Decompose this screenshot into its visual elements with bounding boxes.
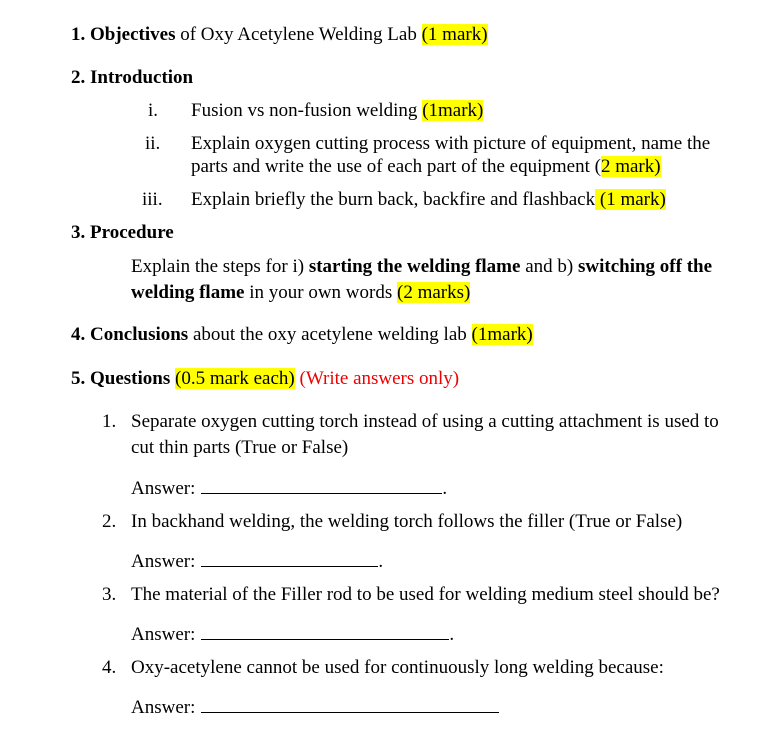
procedure-bold-flame: welding flame (131, 282, 245, 303)
question-4-line1: Oxy-acetylene cannot be used for continuously long welding because: (131, 657, 664, 678)
answer-2-blank[interactable] (201, 548, 378, 567)
answer-1: Answer: . (131, 475, 447, 500)
procedure-line2: welding flame in your own words (2 marks) (131, 282, 471, 303)
answer-1-label: Answer: (131, 478, 196, 499)
conclusions-label: 4. Conclusions (71, 324, 189, 345)
intro-item-ii-line2 (191, 156, 661, 178)
answer-3-label: Answer: (131, 624, 196, 645)
questions-instruction: (Write answers only) (299, 368, 460, 389)
procedure-bold-switch: switching off the (577, 256, 713, 277)
question-3-line1: The material of the Filler rod to be used for welding medium steel should be? (131, 584, 720, 605)
question-2-number: 2. (102, 511, 117, 532)
intro-item-iii-mark: (1 mark) (595, 189, 666, 210)
intro-item-ii-text: parts and write the use of each part of the equipment ( (191, 156, 601, 177)
answer-4 (131, 694, 499, 719)
intro-item-iii-numeral: iii. (142, 189, 163, 210)
objectives-label: Objectives (90, 24, 176, 45)
intro-item-i-numeral: i. (148, 100, 159, 121)
objectives-heading (71, 24, 488, 46)
answer-4-blank[interactable] (201, 694, 499, 713)
conclusions-heading (71, 324, 533, 346)
question-1-line2: cut thin parts (True or False) (131, 437, 349, 458)
answer-2: Answer: . (131, 548, 383, 573)
question-4-number: 4. (102, 657, 117, 678)
objectives-number: 1. (71, 24, 86, 45)
question-2-line1: In backhand welding, the welding torch follows the filler (True or False) (131, 511, 683, 532)
question-3-number: 3. (102, 584, 117, 605)
intro-item-iii (191, 189, 666, 211)
introduction-heading: 2. Introduction (71, 67, 194, 88)
intro-item-i (191, 100, 483, 122)
procedure-heading: 3. Procedure (71, 222, 174, 243)
answer-1-blank[interactable] (201, 475, 442, 494)
intro-item-ii-mark: 2 mark) (600, 156, 661, 177)
answer-3: Answer: . (131, 621, 454, 646)
intro-item-i-text: Fusion vs non-fusion welding (191, 100, 423, 121)
procedure-bold-start: starting the welding flame (308, 256, 521, 277)
procedure-mark: (2 marks) (397, 282, 471, 303)
conclusions-text: about the oxy acetylene welding lab (188, 324, 472, 345)
intro-item-i-mark: (1mark) (422, 100, 484, 121)
questions-label: 5. Questions (71, 368, 171, 389)
objectives-text: of Oxy Acetylene Welding Lab (175, 24, 422, 45)
answer-3-blank[interactable] (201, 621, 449, 640)
questions-heading (71, 368, 459, 390)
conclusions-mark: (1mark) (471, 324, 533, 345)
intro-item-iii-text: Explain briefly the burn back, backfire and flashback (191, 189, 596, 210)
objectives-mark: (1 mark) (421, 24, 488, 45)
question-1-number: 1. (102, 411, 117, 432)
answer-2-label: Answer: (131, 551, 196, 572)
intro-item-ii-numeral: ii. (145, 133, 161, 154)
answer-4-label: Answer: (131, 697, 196, 718)
questions-mark: (0.5 mark each) (175, 368, 295, 389)
intro-item-ii-line1: Explain oxygen cutting process with picture of equipment, name the (191, 133, 711, 154)
question-1-line1: Separate oxygen cutting torch instead of using a cutting attachment is used to (131, 411, 719, 432)
procedure-line1: Explain the steps for i) starting the welding flame and b) switching off the (131, 256, 713, 277)
